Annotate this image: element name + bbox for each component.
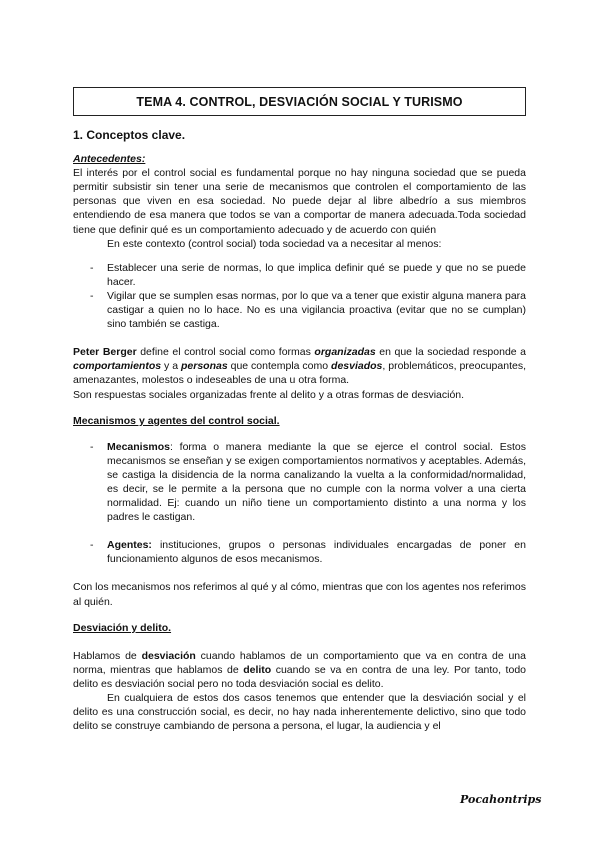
berger-paragraph: [73, 345, 526, 387]
list-item: - Establecer una serie de normas, lo que implica definir qué se puede y que no se puede hacer.: [73, 261, 526, 289]
dash-list: [73, 538, 526, 566]
text-run: , problemáticos, preocupantes, amenazantes, molestos o indeseables de una u otra forma.: [73, 360, 526, 387]
page-title: TEMA 4. CONTROL, DESVIACIÓN SOCIAL Y TURISMO: [73, 87, 526, 116]
paragraph: Con los mecanismos nos referimos al qué y al cómo, mientras que con los agentes nos referimos al quién.: [73, 581, 526, 608]
section-heading: 1. Conceptos clave.: [73, 128, 186, 142]
text-run: en que la sociedad responde a: [375, 346, 527, 359]
text-run: [152, 539, 160, 551]
text-run: instituciones, grupos o personas individuales encargadas de poner en funcionamiento algunos de esos mecanismos.: [107, 539, 526, 566]
paragraph: Son respuestas sociales organizadas frente al delito y a otras formas de desviación.: [73, 388, 465, 401]
emphasis: desviados: [331, 360, 383, 373]
section-heading: Mecanismos y agentes del control social.: [73, 414, 280, 427]
term: Mecanismos: [107, 440, 171, 453]
text-run: cuando se va en contra de una ley. Por tanto, todo delito es desviación social pero no toda desviación social es delito.: [73, 663, 526, 690]
emphasis: comportamientos: [73, 360, 162, 373]
emphasis: personas: [180, 360, 228, 373]
dash-list: [73, 261, 526, 331]
paragraph: El interés por el control social es fundamental porque no hay ninguna sociedad que se pueda permitir subsistir sin tener una serie de mecanismos que controlen el comportamiento de las personas que viven en esa sociedad. No puede dejar al libre albedrío a sus miembros entendiendo de esa manera que todos se van a comportar de manera adecuada.Toda sociedad tiene que definir qué es un comportamiento adecuado y de acuerdo con quién: [73, 167, 526, 236]
text-run: cuando hablamos de un comportamiento que va en contra de una norma, mientras que hablamos de: [73, 649, 526, 676]
text-run: define el control social como formas: [136, 346, 315, 359]
term: delito: [243, 663, 272, 676]
paragraph: En este contexto (control social) toda sociedad va a necesitar al menos:: [107, 237, 442, 250]
list-item: [73, 538, 526, 566]
text-run: Hablamos de: [73, 649, 142, 662]
author-name: Peter Berger: [73, 346, 137, 359]
section-heading: Desviación y delito.: [73, 621, 172, 634]
text-run: y a: [161, 360, 181, 373]
dash-list: [73, 440, 526, 525]
paragraph: En cualquiera de estos dos casos tenemos que entender que la desviación social y el delito es una construcción social, es decir, no hay nada inherentemente delictivo, sino que todo delito se construye cambiando de persona a persona, el lugar, la audiencia y el: [73, 692, 526, 733]
emphasis: organizadas: [314, 346, 376, 359]
term: Agentes:: [107, 539, 152, 552]
paragraph: [73, 649, 526, 691]
list-item: [73, 440, 526, 525]
document-body: [73, 128, 526, 733]
subheading-antecedentes: Antecedentes:: [73, 153, 146, 166]
list-item: - Vigilar que se sumplen esas normas, por lo que va a tener que existir alguna manera para castigar a quien no lo hace. No es una vigilancia proactiva (evitar que no se cumplan) sino también se castiga.: [73, 289, 526, 331]
text-run: :: [170, 440, 180, 453]
term: desviación: [141, 649, 196, 662]
text-run: forma o manera mediante la que se ejerce el control social. Estos mecanismos se enseñan y se exigen comportamientos normativos y aceptables. Además, se castiga la disidencia de la norma canalizando la vuelta a la conformidad/normalidad, es decir, se le permite a la persona que no cumple con la norma volver a una cierta normalidad. Ej: cuando un niño tiene un comportamiento distinto a una norma y los padres le castigan.: [107, 440, 526, 524]
text-run: que contempla como: [227, 360, 332, 373]
signature: Pocahontrips: [460, 793, 542, 806]
